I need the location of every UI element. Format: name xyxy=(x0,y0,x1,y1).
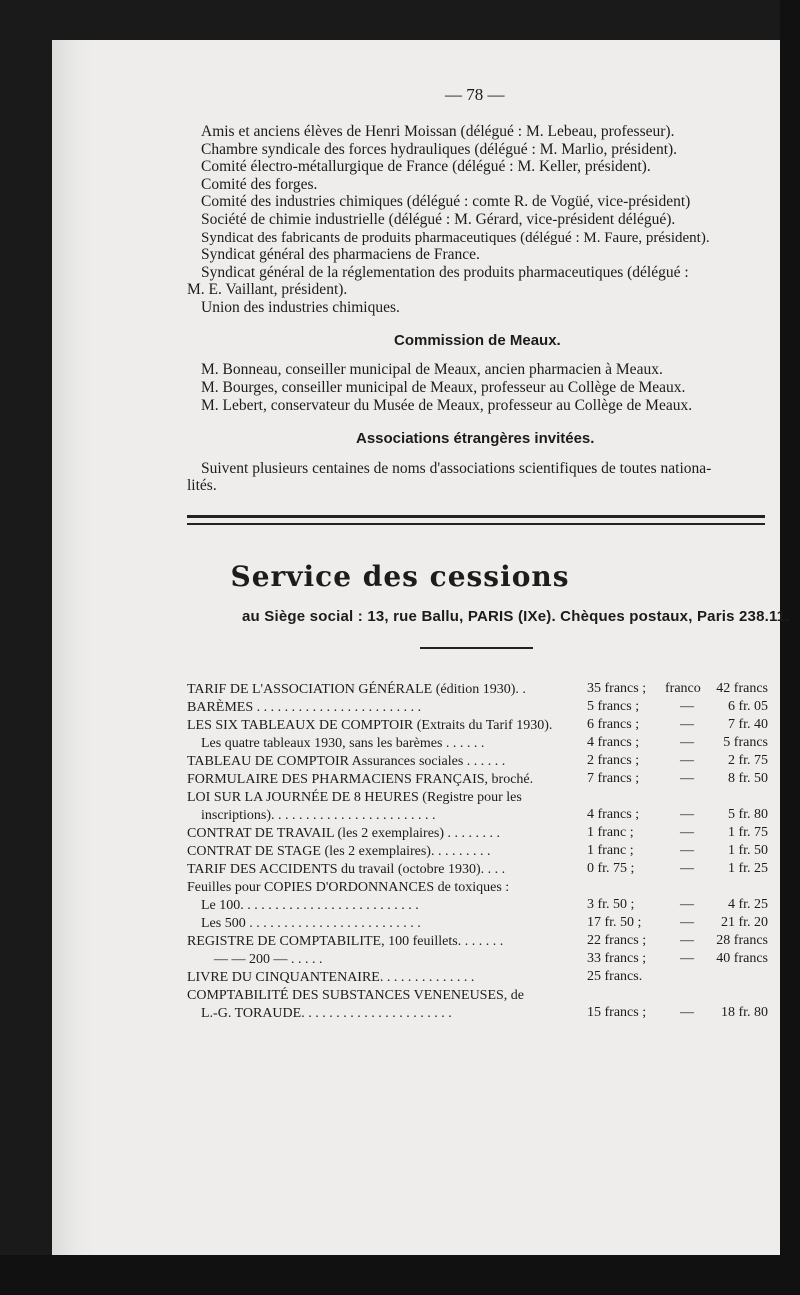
tarif-item-label: CONTRAT DE STAGE (les 2 exemplaires). . . . . . . . . xyxy=(187,844,491,859)
foreign-line: Suivent plusieurs centaines de noms d'associations scientifiques de toutes nationa- xyxy=(201,460,712,477)
tarif-item-separator: — xyxy=(680,699,694,714)
tarif-item-franco: 21 fr. 20 xyxy=(720,915,768,930)
tarif-item-separator: — xyxy=(680,933,694,948)
tarif-item-label: Les quatre tableaux 1930, sans les barèmes . . . . . . xyxy=(201,736,485,751)
scan-edge-bottom xyxy=(0,1255,800,1295)
member-line: M. E. Vaillant, président). xyxy=(187,281,348,298)
tarif-item-franco: 4 fr. 25 xyxy=(727,897,768,912)
tarif-item-separator: franco xyxy=(665,681,701,696)
tarif-item-franco: 1 fr. 75 xyxy=(727,825,768,840)
tarif-item-separator: — xyxy=(680,753,694,768)
tarif-item-label: TARIF DES ACCIDENTS du travail (octobre 1930). . . . xyxy=(187,862,506,877)
member-line: Syndicat général des pharmaciens de France. xyxy=(201,246,480,263)
tarif-item-separator: — xyxy=(680,771,694,786)
tarif-item-label: — — 200 — . . . . . xyxy=(214,952,323,967)
tarif-item-franco: 8 fr. 50 xyxy=(727,771,768,786)
tarif-item-label: LOI SUR LA JOURNÉE DE 8 HEURES (Registre pour les xyxy=(187,790,522,805)
tarif-item-separator: — xyxy=(680,1005,694,1020)
tarif-item-label: BARÈMES . . . . . . . . . . . . . . . . . . . . . . . . xyxy=(187,700,422,715)
tarif-item-franco: 5 francs xyxy=(723,735,768,750)
member-line: Syndicat général de la réglementation des produits pharmaceutiques (délégué : xyxy=(201,264,689,281)
divider-rule xyxy=(187,515,765,518)
tarif-item-price: 5 francs ; xyxy=(587,699,640,714)
tarif-item-label: REGISTRE DE COMPTABILITE, 100 feuillets. . . . . . . xyxy=(187,934,504,949)
tarif-item-price: 6 francs ; xyxy=(587,717,640,732)
page-number: — 78 — xyxy=(445,85,505,104)
tarif-item-price: 35 francs ; xyxy=(587,681,647,696)
member-line: Comité des forges. xyxy=(201,176,318,193)
tarif-item-label: Les 500 . . . . . . . . . . . . . . . . . . . . . . . . . xyxy=(201,916,421,931)
tarif-item-price: 4 francs ; xyxy=(587,807,640,822)
tarif-item-label: LES SIX TABLEAUX DE COMPTOIR (Extraits du Tarif 1930). xyxy=(187,718,553,733)
service-address: au Siège social : 13, rue Ballu, PARIS (IXe). Chèques postaux, Paris 238.11. xyxy=(242,608,790,625)
member-line: Amis et anciens élèves de Henri Moissan (délégué : M. Lebeau, professeur). xyxy=(201,123,675,140)
tarif-item-franco: 5 fr. 80 xyxy=(727,807,768,822)
tarif-item-franco: 28 francs xyxy=(716,933,768,948)
tarif-item-franco: 40 francs xyxy=(716,951,768,966)
tarif-item-price: 25 francs. xyxy=(587,969,643,984)
tarif-item-label: TABLEAU DE COMPTOIR Assurances sociales . . . . . . xyxy=(187,754,506,769)
tarif-item-price: 2 francs ; xyxy=(587,753,640,768)
member-line: Comité des industries chimiques (délégué : comte R. de Vogüé, vice-président) xyxy=(201,193,691,210)
tarif-item-label: LIVRE DU CINQUANTENAIRE. . . . . . . . . . . . . . xyxy=(187,970,475,985)
tarif-item-label: L.-G. TORAUDE. . . . . . . . . . . . . . . . . . . . . . xyxy=(201,1006,452,1021)
tarif-item-separator: — xyxy=(680,825,694,840)
service-title: Service des cessions xyxy=(230,560,570,593)
foreign-line: lités. xyxy=(187,477,217,494)
tarif-item-price: 3 fr. 50 ; xyxy=(587,897,635,912)
tarif-item-separator: — xyxy=(680,861,694,876)
tarif-item-separator: — xyxy=(680,915,694,930)
tarif-item-price: 15 francs ; xyxy=(587,1005,647,1020)
tarif-item-price: 1 franc ; xyxy=(587,843,634,858)
tarif-item-price: 7 francs ; xyxy=(587,771,640,786)
short-rule xyxy=(420,647,533,649)
member-line: Chambre syndicale des forces hydrauliques (délégué : M. Marlio, président). xyxy=(201,141,678,158)
tarif-item-franco: 2 fr. 75 xyxy=(727,753,768,768)
tarif-item-price: 1 franc ; xyxy=(587,825,634,840)
tarif-item-price: 17 fr. 50 ; xyxy=(587,915,642,930)
tarif-item-separator: — xyxy=(680,807,694,822)
meaux-line: M. Bonneau, conseiller municipal de Meaux, ancien pharmacien à Meaux. xyxy=(201,361,663,378)
tarif-item-franco: 6 fr. 05 xyxy=(727,699,768,714)
tarif-item-price: 33 francs ; xyxy=(587,951,647,966)
tarif-item-label: Feuilles pour COPIES D'ORDONNANCES de toxiques : xyxy=(187,880,510,895)
tarif-item-label: CONTRAT DE TRAVAIL (les 2 exemplaires) . . . . . . . . xyxy=(187,826,501,841)
foreign-heading: Associations étrangères invitées. xyxy=(356,430,595,447)
member-line: Société de chimie industrielle (délégué : M. Gérard, vice-président délégué). xyxy=(201,211,676,228)
tarif-item-separator: — xyxy=(680,717,694,732)
tarif-item-separator: — xyxy=(680,897,694,912)
member-line: Syndicat des fabricants de produits pharmaceutiques (délégué : M. Faure, président). xyxy=(201,230,710,246)
tarif-item-franco: 1 fr. 50 xyxy=(727,843,768,858)
tarif-item-price: 22 francs ; xyxy=(587,933,647,948)
tarif-item-label: inscriptions). . . . . . . . . . . . . . . . . . . . . . . . xyxy=(201,808,436,823)
tarif-item-price: 0 fr. 75 ; xyxy=(587,861,635,876)
tarif-item-label: TARIF DE L'ASSOCIATION GÉNÉRALE (édition 1930). . xyxy=(187,682,526,697)
tarif-item-label: COMPTABILITÉ DES SUBSTANCES VENENEUSES, de xyxy=(187,988,525,1003)
tarif-item-separator: — xyxy=(680,735,694,750)
tarif-item-label: Le 100. . . . . . . . . . . . . . . . . . . . . . . . . . xyxy=(201,898,419,913)
tarif-item-franco: 42 francs xyxy=(716,681,768,696)
tarif-item-franco: 1 fr. 25 xyxy=(727,861,768,876)
divider-rule xyxy=(187,523,765,525)
tarif-item-label: FORMULAIRE DES PHARMACIENS FRANÇAIS, broché. xyxy=(187,772,534,787)
page-binding xyxy=(52,40,92,1255)
member-line: Union des industries chimiques. xyxy=(201,299,400,316)
tarif-item-separator: — xyxy=(680,843,694,858)
member-line: Comité électro-métallurgique de France (délégué : M. Keller, président). xyxy=(201,158,651,175)
tarif-item-separator: — xyxy=(680,951,694,966)
meaux-line: M. Bourges, conseiller municipal de Meaux, professeur au Collège de Meaux. xyxy=(201,379,686,396)
tarif-item-franco: 7 fr. 40 xyxy=(727,717,768,732)
tarif-item-franco: 18 fr. 80 xyxy=(720,1005,768,1020)
scan-edge-right xyxy=(780,0,800,1295)
meaux-heading: Commission de Meaux. xyxy=(394,332,561,349)
meaux-line: M. Lebert, conservateur du Musée de Meaux, professeur au Collège de Meaux. xyxy=(201,397,693,414)
tarif-item-price: 4 francs ; xyxy=(587,735,640,750)
